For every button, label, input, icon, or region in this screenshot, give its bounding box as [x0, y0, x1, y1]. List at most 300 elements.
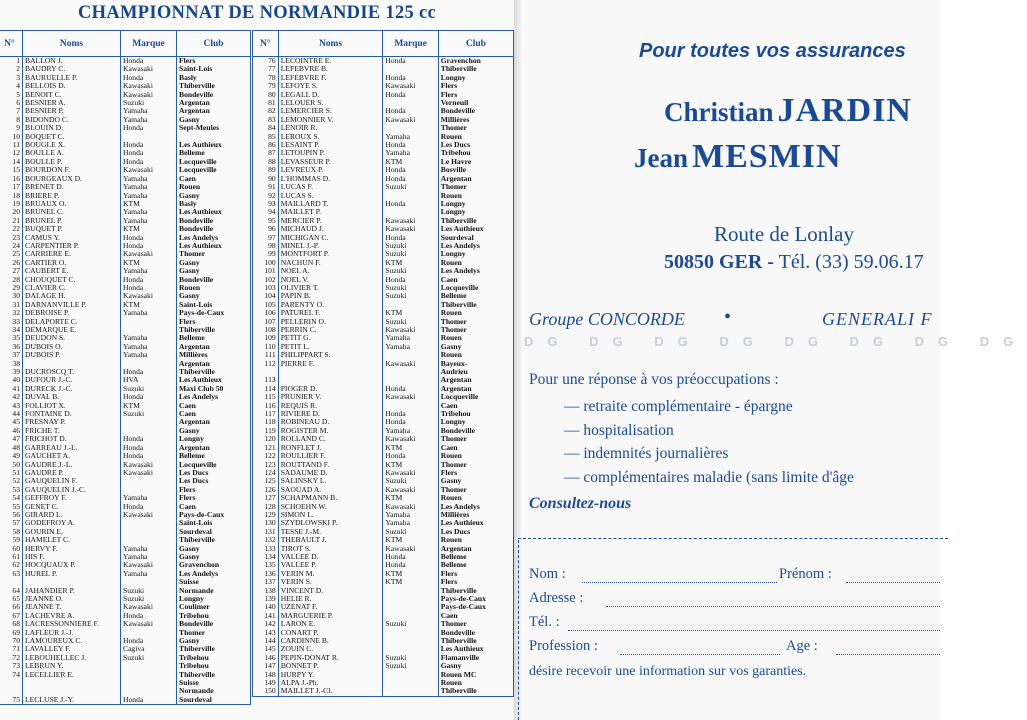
club-name: Flers [177, 318, 251, 326]
rider-name: DELAPORTE C. [23, 318, 121, 326]
club-name: Caen [177, 503, 251, 511]
rider-name: CHOUQUET C. [23, 276, 121, 284]
prenom-field[interactable] [846, 582, 940, 583]
rider-name: LECELLIER E. [23, 671, 121, 679]
entry-number: 33 [0, 318, 23, 326]
club-name: Pays-de-Caux [177, 309, 251, 317]
entry-number: 128 [253, 503, 279, 511]
rider-name: DUBOIS P. [23, 351, 121, 359]
club-name: Verneuil [438, 99, 513, 107]
entry-number: 89 [253, 166, 279, 174]
club-name: Bosville [438, 166, 513, 174]
club-name: Gasny [177, 192, 251, 200]
rider-name: VERIN S. [278, 578, 383, 586]
club-name: Pays-de-Caux [438, 603, 513, 611]
bike-brand [383, 603, 438, 611]
entry-number: 84 [253, 124, 279, 132]
club-name: Gasny [177, 427, 251, 435]
club-name: Flamanville [438, 654, 513, 662]
club-name: Rouen [438, 494, 513, 502]
list-item: — retraite complémentaire - épargne [564, 398, 854, 422]
bike-brand: Honda [121, 74, 177, 82]
bike-brand: Kawasaki [121, 461, 177, 469]
entry-number [0, 679, 23, 687]
entry-number: 5 [0, 91, 23, 99]
entry-number: 68 [0, 620, 23, 628]
bike-brand: Kawasaki [383, 545, 438, 553]
club-name: Audrieu [438, 368, 513, 376]
club-name: Les Authieux [438, 225, 513, 233]
rider-name: SZYDLOWSKI P. [278, 519, 383, 527]
bike-brand: KTM [383, 570, 438, 578]
club-name: Bondeville [177, 620, 251, 628]
entry-number: 50 [0, 461, 23, 469]
entry-number: 141 [253, 612, 279, 620]
club-name: Argentan [438, 385, 513, 393]
club-name: Les Ducs [438, 141, 513, 149]
bike-brand: Honda [383, 234, 438, 242]
bike-brand: Suzuki [383, 267, 438, 275]
nom-field[interactable] [582, 582, 777, 583]
rider-name: BRUAUX O. [23, 200, 121, 208]
club-name: Bondeville [177, 225, 251, 233]
entry-number: 87 [253, 149, 279, 157]
bike-brand: Yamaha [121, 107, 177, 115]
profession-field[interactable] [620, 654, 780, 655]
entry-number: 142 [253, 620, 279, 628]
rider-name: DUFOUR J.-C. [23, 376, 121, 384]
bike-brand: Honda [121, 158, 177, 166]
entry-number: 91 [253, 183, 279, 191]
bike-brand: Honda [121, 435, 177, 443]
rider-name: HOCQUAUX P. [23, 561, 121, 569]
group-separator: • [724, 306, 732, 328]
club-name: Argentan [177, 444, 251, 452]
rider-name: LARON E. [278, 620, 383, 628]
club-name: Tribehou [177, 612, 251, 620]
entry-number: 27 [0, 267, 23, 275]
intro-text: Pour une réponse à vos préoccupations : [529, 371, 779, 388]
rider-name: GEFFROY F. [23, 494, 121, 502]
rider-name: LEVASSEUR P. [278, 158, 383, 166]
bike-brand: Kawasaki [121, 469, 177, 477]
entry-number: 14 [0, 158, 23, 166]
entry-number: 32 [0, 309, 23, 317]
club-name: Bondeville [438, 107, 513, 115]
entry-number: 135 [253, 561, 279, 569]
rider-name: LEBRUN Y. [23, 662, 121, 670]
club-name: Longny [438, 208, 513, 216]
bike-brand [383, 637, 438, 645]
club-name: Thomer [438, 461, 513, 469]
club-name: Gravenchon [177, 561, 251, 569]
entry-number: 129 [253, 511, 279, 519]
entry-number: 134 [253, 553, 279, 561]
rider-name: PARENTY O. [278, 301, 383, 309]
entry-number: 78 [253, 74, 279, 82]
club-name: Belleme [177, 149, 251, 157]
entry-number: 127 [253, 494, 279, 502]
group-name-2: GENERALI F [822, 309, 933, 329]
bike-brand: Honda [121, 276, 177, 284]
entry-number: 9 [0, 124, 23, 132]
entry-number: 103 [253, 284, 279, 292]
bike-brand: Yamaha [121, 334, 177, 342]
col-header-name: Noms [278, 31, 383, 57]
bike-brand: KTM [383, 578, 438, 586]
club-name: Longny [177, 595, 251, 603]
rider-name: MARGUERIE P. [278, 612, 383, 620]
rider-name: MICHAUD J. [278, 225, 383, 233]
club-name: Normande [177, 687, 251, 695]
rider-name: MICHIGAN C. [278, 234, 383, 242]
bike-brand: Kawasaki [121, 166, 177, 174]
club-name: Locqueville [177, 158, 251, 166]
club-name: Thiberville [177, 326, 251, 334]
club-name: Saint-Lois [177, 519, 251, 527]
rider-name: SADAUME D. [278, 469, 383, 477]
rider-name: MAILLARD T. [278, 200, 383, 208]
list-item: — hospitalisation [564, 422, 854, 446]
entry-number: 12 [0, 149, 23, 157]
club-name: Les Andelys [438, 242, 513, 250]
rider-name: ROULLIER F. [278, 452, 383, 460]
entry-number: 117 [253, 410, 279, 418]
rider-name: CLAVIER C. [23, 284, 121, 292]
rider-name: FOLLIOT X. [23, 402, 121, 410]
age-field[interactable] [836, 654, 940, 655]
bike-brand: Yamaha [121, 309, 177, 317]
bike-brand: Honda [383, 385, 438, 393]
table-row [253, 360, 514, 368]
bike-brand [383, 587, 438, 595]
rider-name: BIDONDO C. [23, 116, 121, 124]
entry-number: 37 [0, 351, 23, 359]
rider-name: GAUCHET A. [23, 452, 121, 460]
club-name: Rouen [438, 309, 513, 317]
club-name: Rouen [438, 679, 513, 687]
rider-name: LACRESSONNIERE F. [23, 620, 121, 628]
page-title: CHAMPIONNAT DE NORMANDIE 125 cc [77, 3, 437, 23]
entry-number: 99 [253, 250, 279, 258]
rider-name: GODEFROY A. [23, 519, 121, 527]
entry-number: 120 [253, 435, 279, 443]
club-name: Flers [438, 469, 513, 477]
rider-name: MINEL J.-P. [278, 242, 383, 250]
club-name: Rouen [438, 259, 513, 267]
bike-brand: Yamaha [121, 343, 177, 351]
entry-number: 55 [0, 503, 23, 511]
entry-number: 148 [253, 671, 279, 679]
rider-name: JEANNE O. [23, 595, 121, 603]
bike-brand: KTM [121, 200, 177, 208]
info-request-note: désire recevoir une information sur vos garanties. [529, 664, 807, 679]
club-name: Les Authieux [177, 208, 251, 216]
rider-name: DEUDON S. [23, 334, 121, 342]
club-name: Argentan [438, 175, 513, 183]
club-name: Rouen [438, 536, 513, 544]
bike-brand [121, 318, 177, 326]
club-name: Bondeville [177, 217, 251, 225]
club-name: Flers [438, 570, 513, 578]
club-name: Longny [177, 435, 251, 443]
rider-name: UZENAT F. [278, 603, 383, 611]
table-row [253, 687, 514, 696]
bike-brand: Honda [383, 452, 438, 460]
bike-brand: Honda [121, 444, 177, 452]
entry-number: 100 [253, 259, 279, 267]
bike-brand: Honda [121, 612, 177, 620]
entry-number: 115 [253, 393, 279, 401]
entry-number: 96 [253, 225, 279, 233]
rider-name: GIRARD L. [23, 511, 121, 519]
tel-label: Tél. : [529, 614, 560, 630]
age-label: Age : [786, 638, 818, 654]
club-name: Flers [177, 486, 251, 494]
bike-brand: Yamaha [121, 208, 177, 216]
entry-number: 58 [0, 528, 23, 536]
insurance-ad-page [524, 0, 1027, 720]
bike-brand: KTM [383, 494, 438, 502]
page-fold [514, 0, 524, 720]
club-name: Coulimer [177, 603, 251, 611]
agent-last-name: MESMIN [692, 138, 842, 175]
entry-number: 47 [0, 435, 23, 443]
rider-name: DUCROSCQ T. [23, 368, 121, 376]
bike-brand: Yamaha [121, 116, 177, 124]
entry-number: 126 [253, 486, 279, 494]
rider-name: GAUDRE P. [23, 469, 121, 477]
club-name: Gasny [177, 259, 251, 267]
rider-name: BOURGEAUX D. [23, 175, 121, 183]
bike-brand: Yamaha [383, 149, 438, 157]
bike-brand: Honda [121, 393, 177, 401]
club-name: Flers [438, 578, 513, 586]
entry-number: 94 [253, 208, 279, 216]
club-name: Longny [438, 200, 513, 208]
phone-number: Tél. (33) 59.06.17 [778, 251, 924, 273]
rider-name: FONTAINE D. [23, 410, 121, 418]
col-header-club: Club [438, 31, 513, 57]
club-name: Gasny [438, 662, 513, 670]
bike-brand: Kawasaki [383, 217, 438, 225]
club-name: Bondeville [438, 629, 513, 637]
club-name: Les Authieux [177, 242, 251, 250]
prenom-label: Prénom : [779, 566, 832, 582]
entry-number: 79 [253, 82, 279, 90]
entry-number: 11 [0, 141, 23, 149]
entry-number: 145 [253, 645, 279, 653]
bike-brand: Kawasaki [383, 116, 438, 124]
entry-number: 59 [0, 536, 23, 544]
entry-number: 36 [0, 343, 23, 351]
club-name: Rouen [177, 284, 251, 292]
club-name: Les Ducs [177, 477, 251, 485]
bike-brand [383, 595, 438, 603]
bike-brand: Suzuki [383, 250, 438, 258]
rider-name: BRIERE P. [23, 192, 121, 200]
entry-number: 39 [0, 368, 23, 376]
coverage-list [564, 398, 854, 492]
adresse-field[interactable] [606, 606, 940, 607]
bike-brand: KTM [383, 158, 438, 166]
club-name: Tribehou [177, 662, 251, 670]
entry-number: 30 [0, 292, 23, 300]
bike-brand: Honda [383, 553, 438, 561]
bike-brand: Kawasaki [121, 511, 177, 519]
bike-brand: Yamaha [121, 545, 177, 553]
agent-name-2 [634, 138, 842, 176]
entry-number: 63 [0, 570, 23, 578]
rider-name: PETIT G. [278, 334, 383, 342]
bike-brand: Yamaha [383, 427, 438, 435]
club-name: Gasny [177, 545, 251, 553]
entry-table-left [0, 30, 251, 705]
bike-brand: Kawasaki [383, 503, 438, 511]
rider-name: HURPY Y. [278, 671, 383, 679]
agency-city-phone [664, 251, 924, 274]
bike-brand: Suzuki [383, 242, 438, 250]
club-name: Gasny [177, 116, 251, 124]
bike-brand: Kawasaki [121, 91, 177, 99]
rider-name: JEANNE T. [23, 603, 121, 611]
rider-name: RIVIERE D. [278, 410, 383, 418]
entry-number: 146 [253, 654, 279, 662]
ad-headline: Pour toutes vos assurances [639, 40, 906, 62]
bike-brand: Suzuki [383, 654, 438, 662]
club-name: Thomer [438, 318, 513, 326]
club-name: Caen [177, 402, 251, 410]
bike-brand: HVA [121, 376, 177, 384]
club-name: Normande [177, 587, 251, 595]
rider-name: DURECK J.-C. [23, 385, 121, 393]
bike-brand: Suzuki [383, 620, 438, 628]
col-header-brand: Marque [383, 31, 438, 57]
entry-number: 85 [253, 133, 279, 141]
entry-number: 2 [0, 65, 23, 73]
bike-brand: Kawasaki [383, 82, 438, 90]
rider-name: DARNANVILLE P. [23, 301, 121, 309]
bike-brand: Suzuki [121, 99, 177, 107]
rider-name: DALAGE H. [23, 292, 121, 300]
entry-number: 62 [0, 561, 23, 569]
entry-number: 76 [253, 57, 279, 66]
bike-brand: Suzuki [121, 654, 177, 662]
club-name: Thiberville [438, 637, 513, 645]
entry-number: 40 [0, 376, 23, 384]
rider-name: REQUIS R. [278, 402, 383, 410]
profession-label: Profession : [529, 638, 598, 654]
rider-name: NOEL V. [278, 276, 383, 284]
rider-name: BRUNEL C. [23, 208, 121, 216]
bike-brand: Kawasaki [121, 561, 177, 569]
rider-name [278, 368, 383, 376]
entry-number: 52 [0, 477, 23, 485]
entry-number: 42 [0, 393, 23, 401]
tel-field[interactable] [568, 630, 940, 631]
entry-number: 97 [253, 234, 279, 242]
entry-number: 81 [253, 99, 279, 107]
club-name: Gasny [177, 267, 251, 275]
rider-name: LAFLEUR J.-J. [23, 629, 121, 637]
rider-name: LESAINT P. [278, 141, 383, 149]
agency-address: Route de Lonlay [714, 222, 854, 246]
rider-name: VALLEE D. [278, 553, 383, 561]
bike-brand: Honda [121, 284, 177, 292]
entry-number: 60 [0, 545, 23, 553]
rider-name: BOUGLE X. [23, 141, 121, 149]
club-name: Sourdeval [177, 528, 251, 536]
club-name: Saint-Lois [177, 301, 251, 309]
entry-number: 98 [253, 242, 279, 250]
entry-number: 83 [253, 116, 279, 124]
club-name: Thomer [438, 124, 513, 132]
club-name: Longny [438, 74, 513, 82]
bike-brand: Suzuki [383, 292, 438, 300]
rider-name: CARRIERE E. [23, 250, 121, 258]
rider-name: LAVALLEY F. [23, 645, 121, 653]
rider-name: FRICHE T. [23, 427, 121, 435]
rider-name: LECOINTRE E. [278, 57, 383, 66]
bike-brand: Yamaha [383, 511, 438, 519]
group-name: Groupe CONCORDE [529, 309, 685, 329]
club-name: Gasny [438, 477, 513, 485]
club-name: Rouen [438, 334, 513, 342]
rider-name: GAUQUELIN F. [23, 477, 121, 485]
club-name: Tribehou [177, 654, 251, 662]
club-name: Le Havre [438, 158, 513, 166]
bike-brand: KTM [121, 402, 177, 410]
rider-name: PELLERIN O. [278, 318, 383, 326]
bike-brand: Yamaha [383, 133, 438, 141]
club-name: Argentan [438, 376, 513, 384]
club-name: Caen [438, 402, 513, 410]
bike-brand [121, 418, 177, 426]
rider-name: PIERRE F. [278, 360, 383, 368]
bike-brand: KTM [383, 444, 438, 452]
rider-name: BOULLE A. [23, 149, 121, 157]
nom-label: Nom : [529, 566, 566, 582]
rider-name: LEMERCIER S. [278, 107, 383, 115]
club-name: Les Authieux [438, 645, 513, 653]
club-name: Caen [438, 276, 513, 284]
agent-last-name: JARDIN [777, 92, 912, 129]
bike-brand: Honda [383, 74, 438, 82]
bike-brand: Kawasaki [121, 292, 177, 300]
entry-number: 92 [253, 192, 279, 200]
bike-brand: Honda [383, 410, 438, 418]
club-name: Thomer [438, 435, 513, 443]
rider-name: DEBROISE P. [23, 309, 121, 317]
entry-number: 118 [253, 418, 279, 426]
consult-cta: Consultez-nous [529, 495, 632, 512]
entry-number: 21 [0, 217, 23, 225]
rider-name [23, 679, 121, 687]
club-name: Gasny [438, 343, 513, 351]
rider-name: LEFEBVRE F. [278, 74, 383, 82]
club-name: Les Authieux [177, 376, 251, 384]
rider-name: SAOUAD A. [278, 486, 383, 494]
entry-table-right [252, 30, 514, 697]
bike-brand: Cagiva [121, 645, 177, 653]
entry-number: 90 [253, 175, 279, 183]
club-name: Bondeville [177, 91, 251, 99]
club-name: Thomer [438, 620, 513, 628]
rider-name: JAHANDIER P. [23, 587, 121, 595]
rider-name: GOURIN E. [23, 528, 121, 536]
entry-number: 1 [0, 57, 23, 66]
entry-number: 125 [253, 477, 279, 485]
